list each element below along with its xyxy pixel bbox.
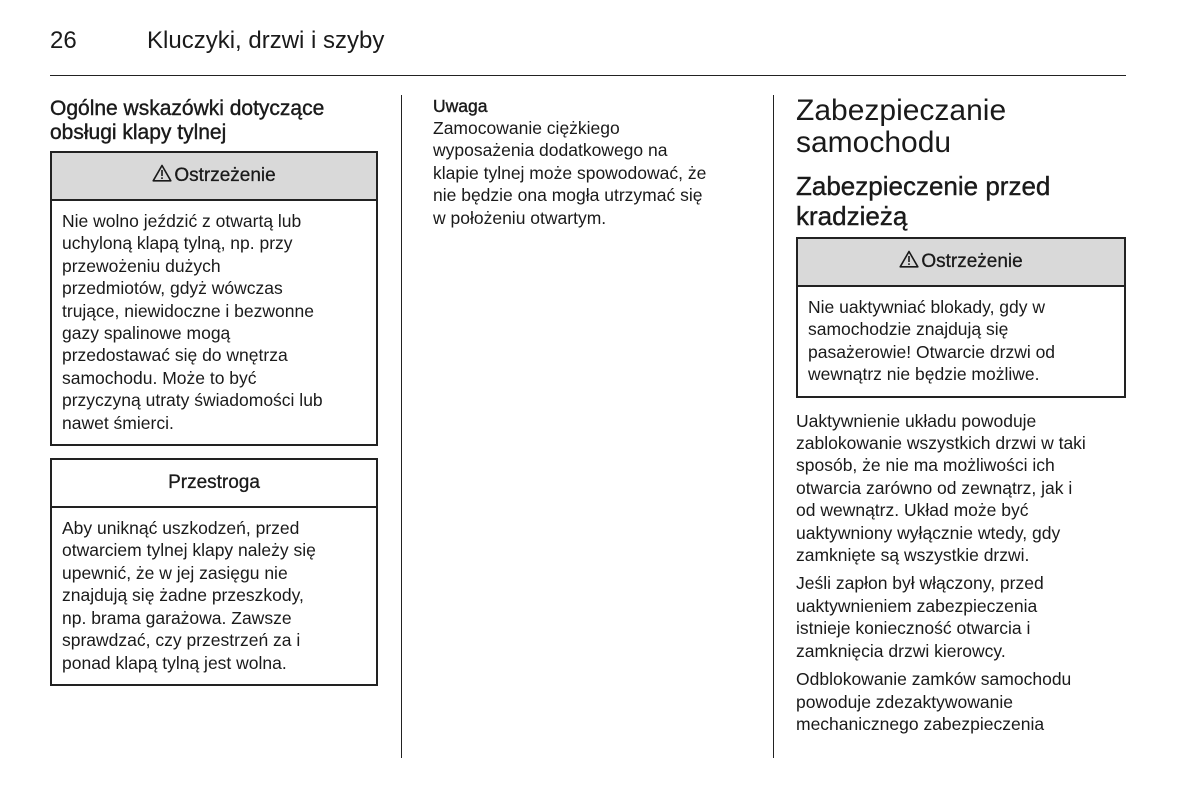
text-line: Uaktywnienie układu powoduje xyxy=(796,410,1037,431)
text-line: uchyloną klapą tylną, np. przy xyxy=(62,233,293,254)
paragraph xyxy=(796,572,1126,662)
text-line: samochodzie znajdują się xyxy=(808,319,1009,340)
column-right xyxy=(796,95,1126,741)
text-line: upewnić, że w jej zasięgu nie xyxy=(62,562,288,583)
text-line: zamknięcia drzwi kierowcy. xyxy=(796,640,1006,661)
text-line: mechanicznego zabezpieczenia xyxy=(796,713,1045,734)
paragraph xyxy=(796,668,1126,735)
note-text xyxy=(433,117,758,229)
warning-title: Ostrzeżenie xyxy=(174,165,276,186)
text-line: przyczyną utraty świadomości lub xyxy=(62,390,323,411)
text-line: np. brama garażowa. Zawsze xyxy=(62,607,292,628)
chapter-title: Kluczyki, drzwi i szyby xyxy=(147,27,385,54)
text-line: Nie uaktywniać blokady, gdy w xyxy=(808,297,1046,317)
section-heading-tailgate xyxy=(50,97,378,145)
warning-triangle-icon xyxy=(899,250,919,274)
text-line: otwarciem tylnej klapy należy się xyxy=(62,540,316,561)
text-line: klapie tylnej może spowodować, że xyxy=(433,162,707,183)
column-divider-right xyxy=(773,95,774,758)
text-line: od wewnątrz. Układ może być xyxy=(796,500,1029,521)
text-line: zamknięte są wszystkie drzwi. xyxy=(796,545,1030,566)
header-rule xyxy=(50,75,1126,76)
text-line: przedmiotów, gdyż wówczas xyxy=(62,278,283,299)
text-line: nawet śmierci. xyxy=(62,412,174,433)
title-line: Zabezpieczenie przed xyxy=(796,171,1051,201)
text-line: przewożeniu dużych xyxy=(62,255,221,276)
heading-line: obsługi klapy tylnej xyxy=(50,121,227,144)
text-line: uaktywnieniem zabezpieczenia xyxy=(796,595,1038,616)
title-line: samochodu xyxy=(796,126,952,159)
column-middle xyxy=(433,95,758,235)
warning-box xyxy=(50,151,378,446)
caution-box xyxy=(50,458,378,686)
caution-text xyxy=(52,508,376,684)
text-line: sposób, że nie ma możliwości ich xyxy=(796,455,1055,476)
text-line: znajdują się żadne przeszkody, xyxy=(62,585,304,606)
title-line: Zabezpieczanie xyxy=(796,94,1007,127)
warning-text xyxy=(798,287,1124,396)
text-line: wewnątrz nie będzie możliwe. xyxy=(808,364,1040,385)
warning-box xyxy=(796,237,1126,398)
text-line: uaktywniony wyłącznie wtedy, gdy xyxy=(796,522,1061,543)
text-line: trujące, niewidoczne i bezwonne xyxy=(62,300,314,321)
text-line: Zamocowanie ciężkiego xyxy=(433,118,620,138)
text-line: wyposażenia dodatkowego na xyxy=(433,140,668,161)
warning-box-header xyxy=(798,239,1124,287)
text-line: Jeśli zapłon był włączony, przed xyxy=(796,573,1044,594)
text-line: powoduje zdezaktywowanie xyxy=(796,691,1013,712)
text-line: Aby uniknąć uszkodzeń, przed xyxy=(62,518,300,539)
text-line: nie będzie ona mogła utrzymać się xyxy=(433,185,703,206)
heading-line: Ogólne wskazówki dotyczące xyxy=(50,97,325,120)
text-line: Nie wolno jeździć z otwartą lub xyxy=(62,211,302,231)
caution-box-header xyxy=(52,460,376,508)
warning-text xyxy=(52,201,376,444)
warning-title: Ostrzeżenie xyxy=(921,251,1023,272)
text-line: przedostawać się do wnętrza xyxy=(62,345,288,366)
text-line: istnieje konieczność otwarcia i xyxy=(796,618,1031,639)
caution-title: Przestroga xyxy=(168,472,260,494)
page-header xyxy=(50,26,1126,56)
text-line: w położeniu otwartym. xyxy=(433,207,607,228)
warning-triangle-icon xyxy=(152,164,172,188)
section-title-vehicle-security xyxy=(796,95,1126,159)
warning-box-header xyxy=(52,153,376,201)
text-line: otwarcia zarówno od zewnątrz, jak i xyxy=(796,477,1073,498)
text-line: zablokowanie wszystkich drzwi w taki xyxy=(796,433,1086,454)
column-left xyxy=(50,95,378,698)
paragraph xyxy=(796,410,1126,567)
subsection-title-anti-theft xyxy=(796,171,1126,231)
note-label: Uwaga xyxy=(433,96,488,116)
text-line: ponad klapą tylną jest wolna. xyxy=(62,652,287,673)
column-divider-left xyxy=(401,95,402,758)
text-line: samochodu. Może to być xyxy=(62,367,257,388)
text-line: sprawdzać, czy przestrzeń za i xyxy=(62,630,301,651)
text-line: Odblokowanie zamków samochodu xyxy=(796,669,1072,690)
title-line: kradzieżą xyxy=(796,201,908,231)
text-line: gazy spalinowe mogą xyxy=(62,323,231,344)
text-line: pasażerowie! Otwarcie drzwi od xyxy=(808,341,1056,362)
page-number: 26 xyxy=(50,27,77,54)
